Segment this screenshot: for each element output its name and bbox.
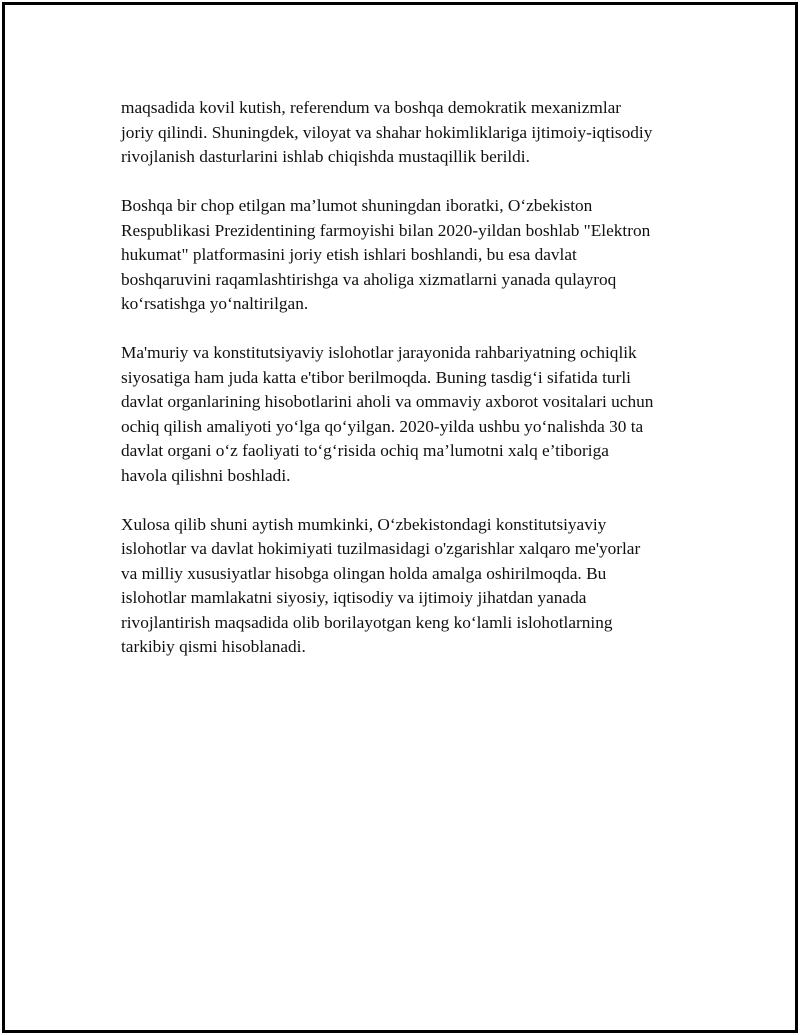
paragraph-line: havola qilishni boshladi. bbox=[121, 465, 291, 485]
paragraph-3 bbox=[121, 341, 721, 488]
paragraph-line: davlat organi o‘z faoliyati to‘g‘risida ochiq ma’lumotni xalq e’tiboriga bbox=[121, 441, 609, 460]
paragraph-line: boshqaruvini raqamlashtirishga va aholiga xizmatlarni yanada qulayroq bbox=[121, 269, 617, 289]
paragraph-2 bbox=[121, 194, 721, 317]
paragraph-line: siyosatiga ham juda katta e'tibor berilmoqda. Buning tasdig‘i sifatida turli bbox=[121, 367, 631, 387]
paragraph-line: Boshqa bir chop etilgan ma’lumot shuningdan iboratki, O‘zbekiston bbox=[121, 196, 593, 215]
document-body bbox=[121, 96, 721, 684]
paragraph-line: hukumat" platformasini joriy etish ishlari boshlandi, bu esa davlat bbox=[121, 245, 577, 264]
paragraph-line: ochiq qilish amaliyoti yo‘lga qo‘yilgan. 2020-yilda ushbu yo‘nalishda 30 ta bbox=[121, 416, 644, 436]
paragraph-line: rivojlantirish maqsadida olib borilayotgan keng ko‘lamli islohotlarning bbox=[121, 612, 613, 632]
paragraph-line: davlat organlarining hisobotlarini aholi va ommaviy axborot vositalari uchun bbox=[121, 392, 654, 411]
paragraph-line: maqsadida kovil kutish, referendum va boshqa demokratik mexanizmlar bbox=[121, 98, 622, 117]
paragraph-line: joriy qilindi. Shuningdek, viloyat va shahar hokimliklariga ijtimoiy-iqtisodiy bbox=[121, 122, 653, 142]
document-page bbox=[2, 2, 798, 1033]
paragraph-line: rivojlanish dasturlarini ishlab chiqishda mustaqillik berildi. bbox=[121, 147, 530, 166]
paragraph-line: tarkibiy qismi hisoblanadi. bbox=[121, 637, 306, 656]
paragraph-line: ko‘rsatishga yo‘naltirilgan. bbox=[121, 294, 309, 313]
paragraph-line: Ma'muriy va konstitutsiyaviy islohotlar jarayonida rahbariyatning ochiqlik bbox=[121, 343, 637, 362]
paragraph-line: islohotlar mamlakatni siyosiy, iqtisodiy va ijtimoiy jihatdan yanada bbox=[121, 588, 587, 607]
paragraph-4 bbox=[121, 513, 721, 660]
paragraph-line: va milliy xususiyatlar hisobga olingan holda amalga oshirilmoqda. Bu bbox=[121, 563, 607, 583]
paragraph-line: Respublikasi Prezidentining farmoyishi bilan 2020-yildan boshlab "Elektron bbox=[121, 220, 651, 240]
paragraph-line: islohotlar va davlat hokimiyati tuzilmasidagi o'zgarishlar xalqaro me'yorlar bbox=[121, 539, 641, 558]
paragraph-1 bbox=[121, 96, 721, 170]
paragraph-line: Xulosa qilib shuni aytish mumkinki, O‘zbekistondagi konstitutsiyaviy bbox=[121, 514, 607, 534]
